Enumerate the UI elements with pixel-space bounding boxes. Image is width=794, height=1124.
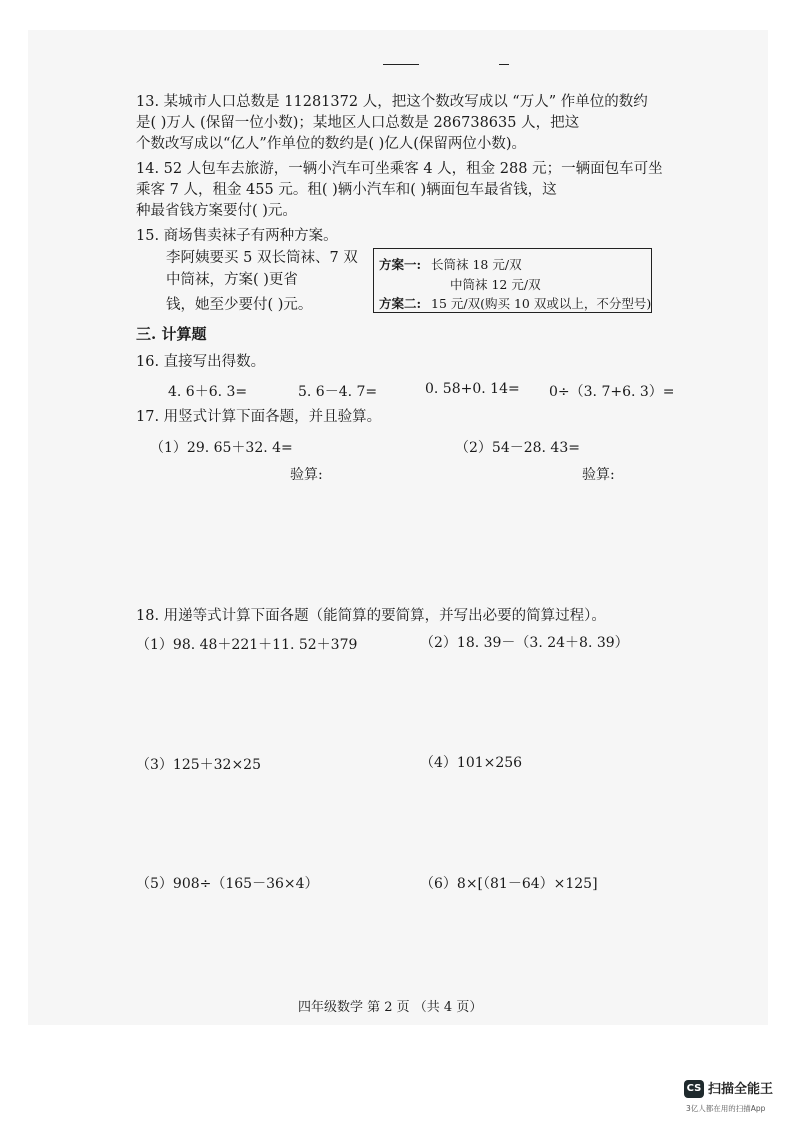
q13-line-3: 个数改写成以“亿人”作单位的数约是( )亿人(保留两位小数)。 xyxy=(136,136,527,152)
q18-item-3: （3）125＋32×25 xyxy=(136,757,261,773)
q14-line-2: 乘客 7 人，租金 455 元。租( )辆小汽车和( )辆面包车最省钱，这 xyxy=(136,182,557,198)
q13-line-2: 是( )万人 (保留一位小数)；某地区人口总数是 286738635 人，把这 xyxy=(136,115,580,131)
plan1-item-mid: 中筒袜 12 元/双 xyxy=(450,277,541,292)
q15-title: 15. 商场售卖袜子有两种方案。 xyxy=(136,228,338,244)
q17-item-2: （2）54－28. 43= xyxy=(455,440,580,456)
section-3-heading: 三. 计算题 xyxy=(136,325,207,343)
camscanner-logo-icon: CS xyxy=(684,1080,704,1098)
q15-plan-box xyxy=(373,248,652,313)
watermark-subtitle: 3亿人都在用的扫描App xyxy=(686,1104,766,1113)
q18-item-5: （5）908÷（165－36×4） xyxy=(136,876,319,892)
q17-title: 17. 用竖式计算下面各题，并且验算。 xyxy=(136,409,382,425)
q16-item-3: 0. 58+0. 14= xyxy=(425,381,520,397)
q17-item-1: （1）29. 65＋32. 4= xyxy=(150,440,293,456)
q15-text-3: 钱，她至少要付( )元。 xyxy=(166,297,313,313)
page-footer: 四年级数学 第 2 页 （共 4 页） xyxy=(298,1000,483,1015)
q16-item-2: 5. 6－4. 7= xyxy=(298,384,378,400)
q16-item-4: 0÷（3. 7+6. 3）= xyxy=(549,384,675,400)
plan2-label: 方案二: xyxy=(379,296,422,311)
q15-text-1: 李阿姨要买 5 双长筒袜、7 双 xyxy=(166,250,358,266)
plan1-label: 方案一: xyxy=(379,257,422,272)
q17-check-2: 验算: xyxy=(582,467,615,483)
header-rule-left xyxy=(383,64,419,65)
q18-item-4: （4）101×256 xyxy=(420,755,523,771)
plan2-text: 15 元/双(购买 10 双或以上，不分型号) xyxy=(431,296,652,311)
q16-title: 16. 直接写出得数。 xyxy=(136,354,266,370)
q18-item-1: （1）98. 48＋221＋11. 52＋379 xyxy=(136,637,358,653)
watermark-title: 扫描全能王 xyxy=(708,1082,774,1097)
q15-text-2: 中筒袜，方案( )更省 xyxy=(166,272,298,288)
plan1-item-long: 长筒袜 18 元/双 xyxy=(431,257,522,272)
q17-check-1: 验算: xyxy=(290,467,323,483)
q16-item-1: 4. 6＋6. 3= xyxy=(168,384,248,400)
q18-item-6: （6）8×[（81－64）×125] xyxy=(420,876,598,892)
q13-line-1: 13. 某城市人口总数是 11281372 人，把这个数改写成以 “万人” 作单位的数约 xyxy=(136,94,648,110)
q18-title: 18. 用递等式计算下面各题（能简算的要简算，并写出必要的简算过程）。 xyxy=(136,608,606,624)
header-rule-right xyxy=(499,64,509,65)
q14-line-3: 种最省钱方案要付( )元。 xyxy=(136,203,297,219)
q18-item-2: （2）18. 39－（3. 24＋8. 39） xyxy=(420,635,629,651)
q14-line-1: 14. 52 人包车去旅游，一辆小汽车可坐乘客 4 人，租金 288 元；一辆面包车可坐 xyxy=(136,161,663,177)
